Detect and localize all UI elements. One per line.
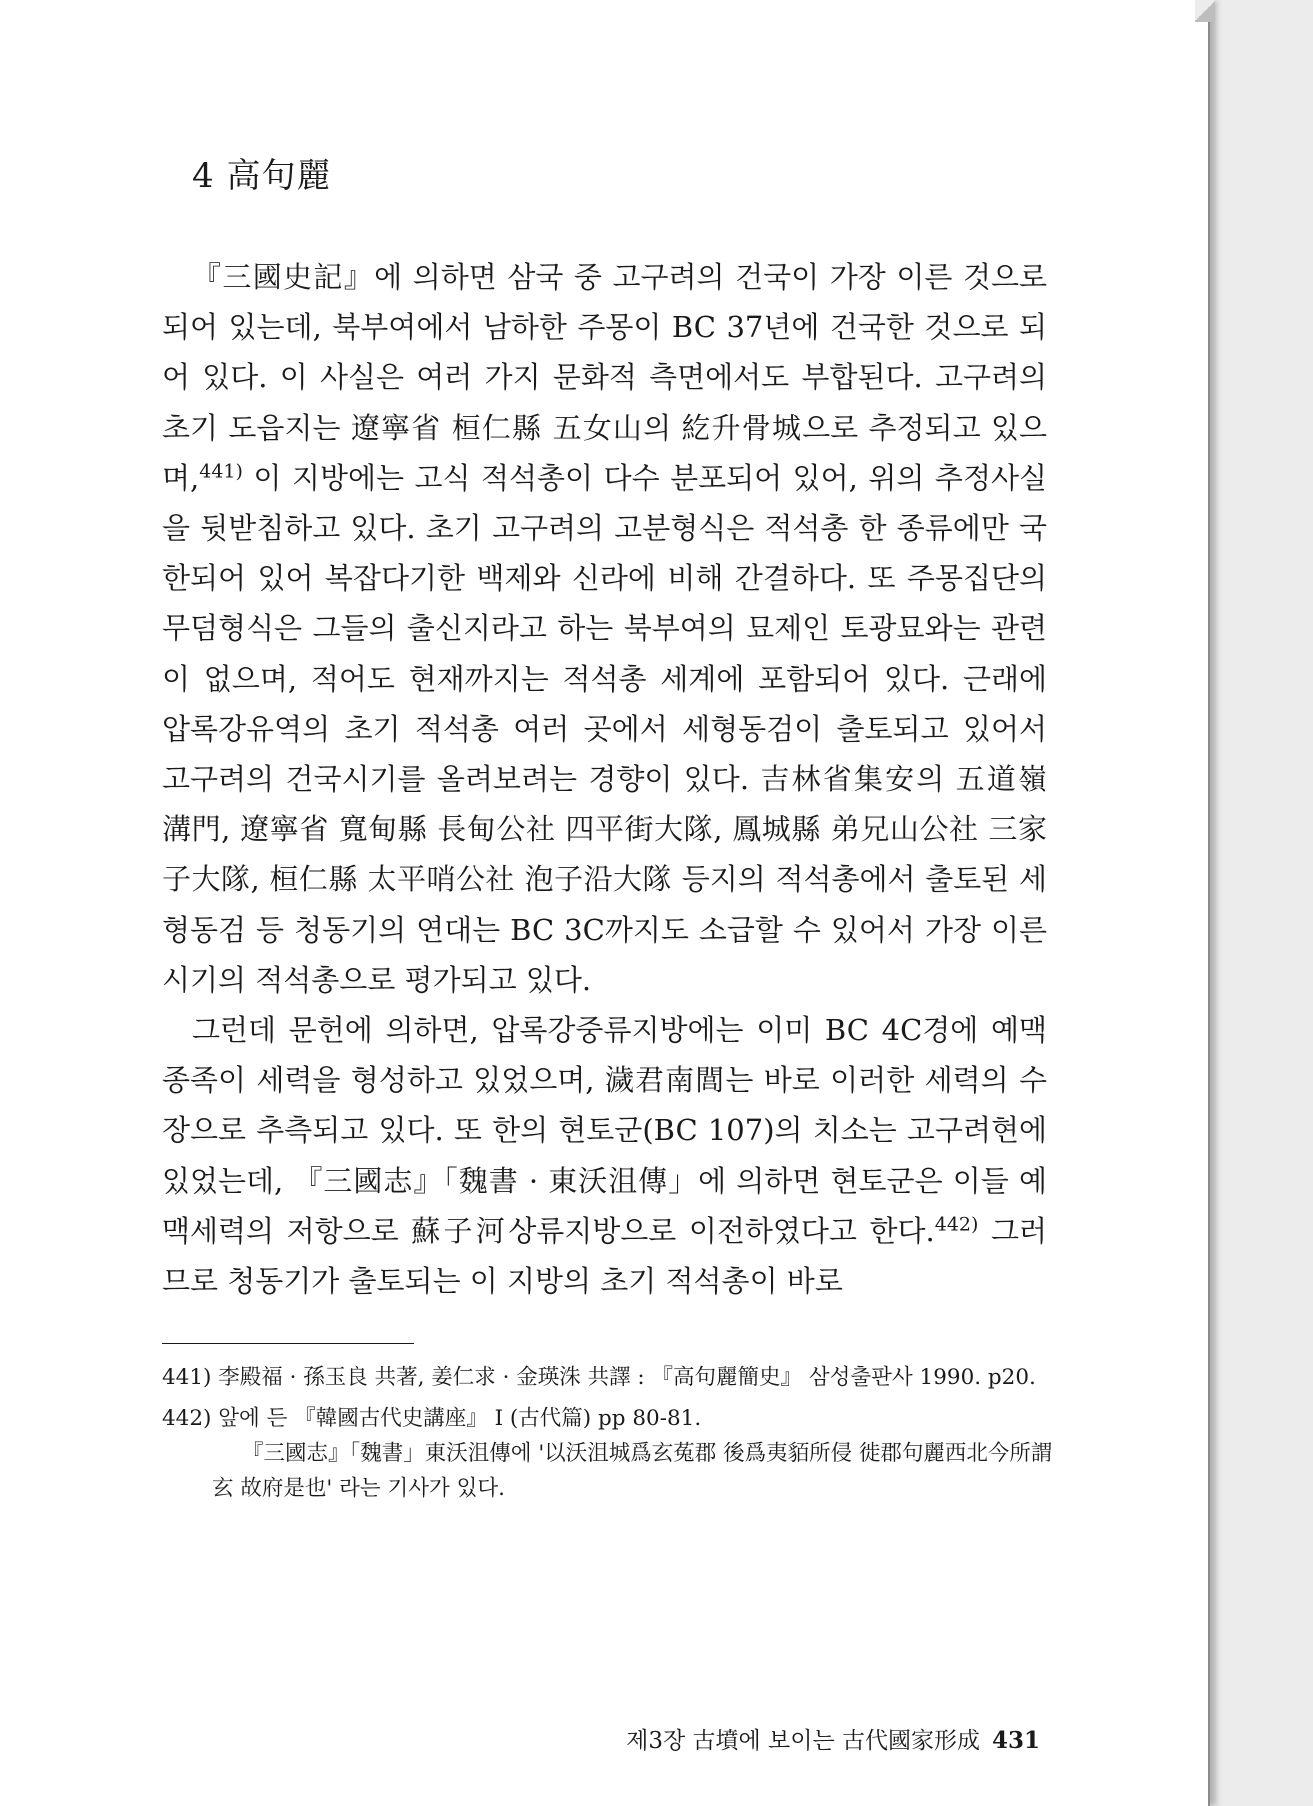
footnote-separator xyxy=(162,1343,414,1344)
footnote-442: 442) 앞에 든 『韓國古代史講座』 I (古代篇) pp 80-81. xyxy=(162,1406,702,1431)
paragraph-2-text-a: 그런데 문헌에 의하면, 압록강중류지방에는 이미 BC 4C경에 예맥종족이 세력을 형성하고 있었으며, 濊君南閭는 바로 이러한 세력의 수장으로 추측되고 있다. 또 한의 현토군(BC 107)의 치소는 고구려현에 있었는데, 『三國志』「魏書 · 東沃沮傳」에 의하면 현토군은 이들 예맥세력의 저항으로 蘇子河상류지방으로 이전하였다고 한다. xyxy=(162,1013,1047,1248)
body-text xyxy=(162,252,1047,1306)
footnote-ref-442[interactable]: 442) xyxy=(934,1213,979,1236)
paragraph-2-text-b: 그러므로 청동기가 출토되는 이 지방의 초기 적석총이 바로 xyxy=(162,1213,1048,1299)
footnote-ref-441[interactable]: 441) xyxy=(199,460,243,483)
page-corner-fold xyxy=(1195,0,1215,22)
paragraph-1-text-b: 이 지방에는 고식 적석총이 다수 분포되어 있어, 위의 추정사실을 뒷받침하고 있다. 초기 고구려의 고분형식은 적석총 한 종류에만 국한되어 있어 복잡다기한 백제와 신라에 비해 간결하다. 또 주몽집단의 무덤형식은 그들의 출신지라고 하는 북부여의 묘제인 토광묘와는 관련이 없으며, 적어도 현재까지는 적석총 세계에 포함되어 있다. 근래에 압록강유역의 초기 적석총 여러 곳에서 세형동검이 출토되고 있어서 고구려의 건국시기를 올려보려는 경향이 있다. 吉林省集安의 五道嶺溝門, 遼寧省 寬甸縣 長甸公社 四平街大隊, 鳳城縣 弟兄山公社 三家子大隊, 桓仁縣 太平哨公社 泡子沿大隊 등지의 적석총에서 출토된 세형동검 등 청동기의 연대는 BC 3C까지도 소급할 수 있어서 가장 이른 시기의 적석총으로 평가되고 있다. xyxy=(162,460,1047,997)
page-number: 431 xyxy=(991,1727,1040,1754)
paragraph-2 xyxy=(162,1005,1047,1306)
running-footer xyxy=(626,1722,1040,1755)
footnotes xyxy=(162,1360,1057,1506)
section-title: 4 高句麗 xyxy=(192,156,332,196)
footnote-442-continuation: 『三國志』「魏書」東沃沮傳에 '以沃沮城爲玄菟郡 後爲夷貊所侵 徙郡句麗西北今所謂玄 故府是也' 라는 기사가 있다. xyxy=(212,1441,1053,1501)
paragraph-1 xyxy=(162,252,1047,1005)
chapter-running-title: 제3장 古墳에 보이는 古代國家形成 xyxy=(626,1728,980,1754)
footnote-441: 441) 李殿福 · 孫玉良 共著, 姜仁求 · 金瑛洙 共譯 : 『高句麗簡史』 삼성출판사 1990. p20. xyxy=(162,1365,1036,1390)
paragraph-1-text-a: 『三國史記』에 의하면 삼국 중 고구려의 건국이 가장 이른 것으로 되어 있는데, 북부여에서 남하한 주몽이 BC 37년에 건국한 것으로 되어 있다. 이 사실은 여러 가지 문화적 측면에서도 부합된다. 고구려의 초기 도읍지는 遼寧省 桓仁縣 五女山의 紇升骨城으로 추정되고 있으며, xyxy=(162,260,1047,495)
